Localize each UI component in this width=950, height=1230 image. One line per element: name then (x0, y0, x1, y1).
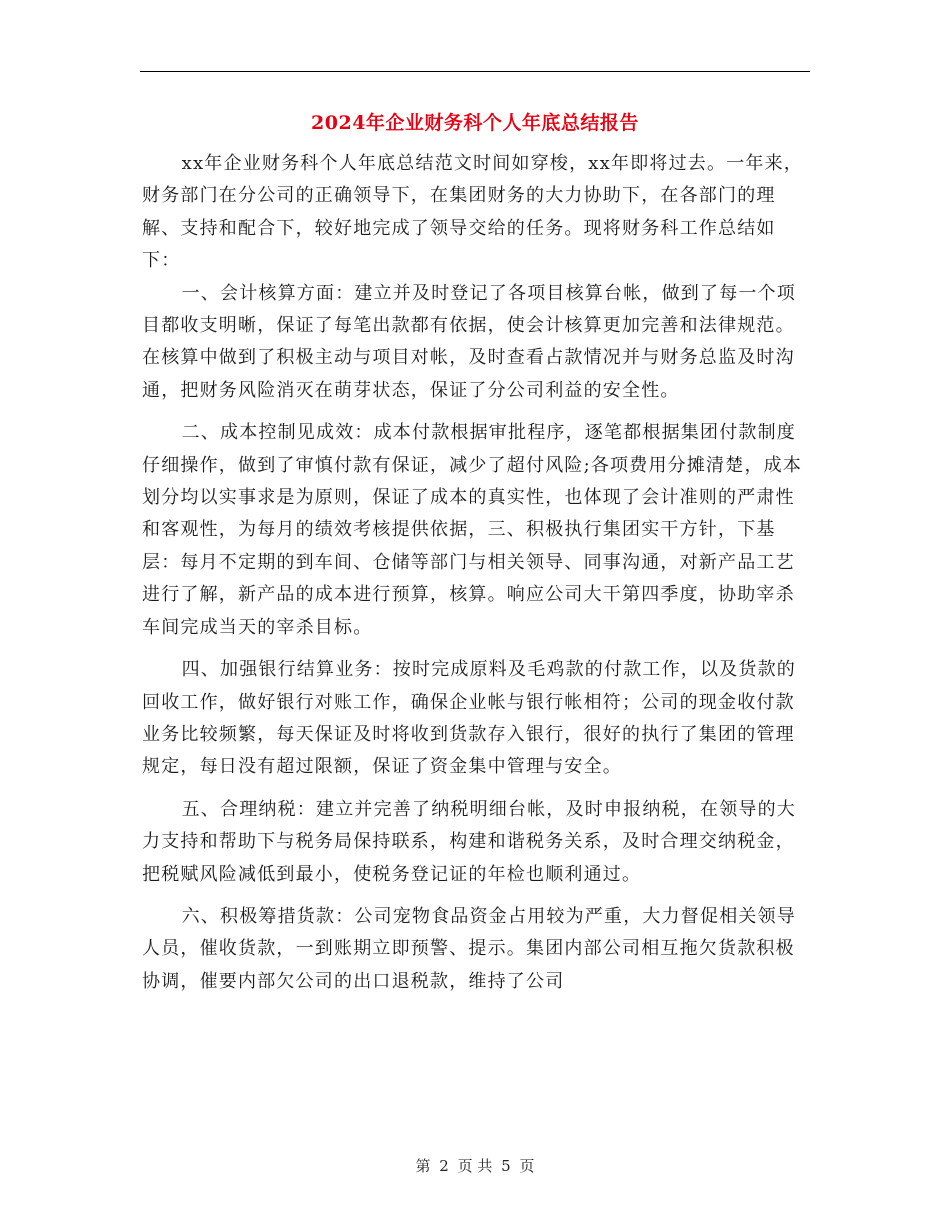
paragraph-payments: 六、积极筹措货款：公司宠物食品资金占用较为严重，大力督促相关领导人员，催收货款，一到账期立即预警、提示。集团内部公司相互拖欠货款积极协调，催要内部欠公司的出口退税款，维持了公司 (142, 905, 796, 992)
header-rule (140, 71, 810, 72)
footer-suffix: 页 (519, 1157, 535, 1175)
footer-prefix: 第 (415, 1157, 431, 1175)
document-title: 2024年企业财务科个人年底总结报告 (311, 112, 639, 134)
paragraph-intro: xx年企业财务科个人年底总结范文时间如穿梭，xx年即将过去。一年来，财务部门在分公司的正确领导下，在集团财务的大力协助下，在各部门的理解、支持和配合下，较好地完成了领导交给的任务。现将财务科工作总结如下： (142, 153, 803, 272)
paragraph-accounting: 一、会计核算方面：建立并及时登记了各项目核算台帐，做到了每一个项目都收支明晰，保证了每笔出款都有依据，使会计核算更加完善和法律规范。在核算中做到了积极主动与项目对帐，及时查看占款情况并与财务总监及时沟通，把财务风险消灭在萌芽状态，保证了分公司利益的安全性。 (142, 282, 796, 401)
paragraph-bank-settlement: 四、加强银行结算业务：按时完成原料及毛鸡款的付款工作，以及货款的回收工作，做好银行对账工作，确保企业帐与银行帐相符；公司的现金收付款业务比较频繁，每天保证及时将收到货款存入银行，很好的执行了集团的管理规定，每日没有超过限额，保证了资金集中管理与安全。 (142, 659, 796, 778)
paragraph-cost-control: 二、成本控制见成效：成本付款根据审批程序，逐笔都根据集团付款制度仔细操作，做到了审慎付款有保证，减少了超付风险;各项费用分摊清楚，成本划分均以实事求是为原则，保证了成本的真实性，也体现了会计准则的严肃性和客观性，为每月的绩效考核提供依据，三、积极执行集团实干方针，下基层：每月不定期的到车间、仓储等部门与相关领导、同事沟通，对新产品工艺进行了解，新产品的成本进行预算，核算。响应公司大干第四季度，协助宰杀车间完成当天的宰杀目标。 (142, 422, 803, 638)
paragraph-tax: 五、合理纳税：建立并完善了纳税明细台帐，及时申报纳税，在领导的大力支持和帮助下与税务局保持联系，构建和谐税务关系，及时合理交纳税金，把税赋风险减低到最小，使税务登记证的年检也顺利通过。 (142, 798, 796, 885)
footer-middle: 页 共 (457, 1157, 493, 1175)
footer-current-page: 2 (439, 1157, 449, 1175)
footer-total-pages: 5 (501, 1157, 511, 1175)
page-footer (0, 1155, 950, 1176)
document-body (142, 148, 810, 998)
